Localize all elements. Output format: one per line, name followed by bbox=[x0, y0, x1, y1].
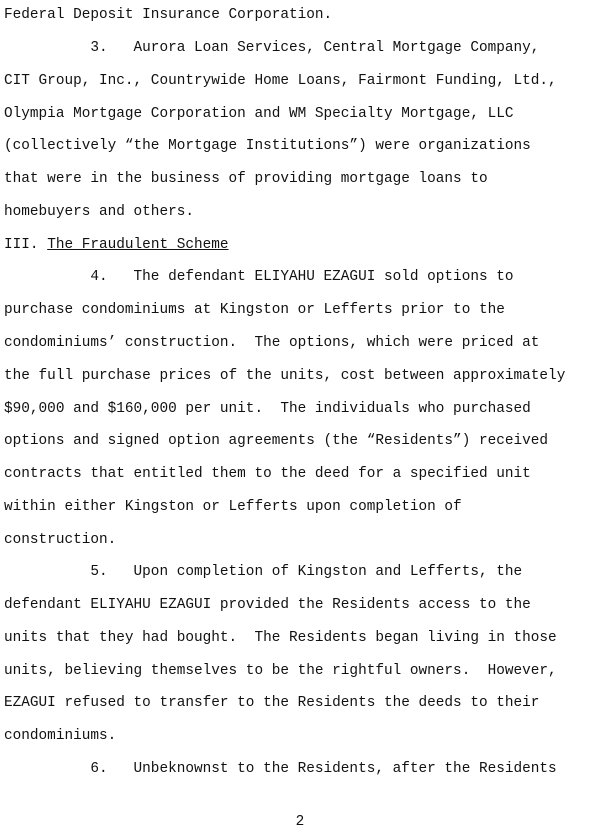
text-line: 4. The defendant ELIYAHU EZAGUI sold options to bbox=[4, 269, 514, 285]
section-heading-line bbox=[4, 236, 229, 254]
text-line: units that they had bought. The Residents began living in those bbox=[4, 630, 557, 646]
text-line: 5. Upon completion of Kingston and Lefferts, the bbox=[4, 564, 523, 580]
text-line: 3. Aurora Loan Services, Central Mortgage Company, bbox=[4, 40, 540, 56]
section-heading: The Fraudulent Scheme bbox=[47, 237, 229, 253]
text-line: EZAGUI refused to transfer to the Residents the deeds to their bbox=[4, 695, 540, 711]
text-line: CIT Group, Inc., Countrywide Home Loans, Fairmont Funding, Ltd., bbox=[4, 73, 557, 89]
text-line: Olympia Mortgage Corporation and WM Specialty Mortgage, LLC bbox=[4, 106, 514, 122]
text-line: purchase condominiums at Kingston or Lefferts prior to the bbox=[4, 302, 505, 318]
text-line: that were in the business of providing mortgage loans to bbox=[4, 171, 488, 187]
text-line: (collectively “the Mortgage Institutions”) were organizations bbox=[4, 138, 531, 154]
section-number: III. bbox=[4, 237, 48, 253]
text-line: defendant ELIYAHU EZAGUI provided the Residents access to the bbox=[4, 597, 531, 613]
text-line: homebuyers and others. bbox=[4, 204, 194, 220]
text-line: condominiums. bbox=[4, 728, 117, 744]
text-line: condominiums’ construction. The options, which were priced at bbox=[4, 335, 540, 351]
page-number: 2 bbox=[295, 814, 305, 830]
text-line: within either Kingston or Lefferts upon completion of bbox=[4, 499, 462, 515]
text-line: construction. bbox=[4, 532, 117, 548]
text-line: options and signed option agreements (the “Residents”) received bbox=[4, 433, 549, 449]
text-line: $90,000 and $160,000 per unit. The individuals who purchased bbox=[4, 401, 531, 417]
text-line: the full purchase prices of the units, cost between approximately bbox=[4, 368, 566, 384]
text-line: units, believing themselves to be the rightful owners. However, bbox=[4, 663, 557, 679]
text-line: Federal Deposit Insurance Corporation. bbox=[4, 7, 333, 23]
text-line: contracts that entitled them to the deed for a specified unit bbox=[4, 466, 531, 482]
text-line: 6. Unbeknownst to the Residents, after the Residents bbox=[4, 761, 557, 777]
